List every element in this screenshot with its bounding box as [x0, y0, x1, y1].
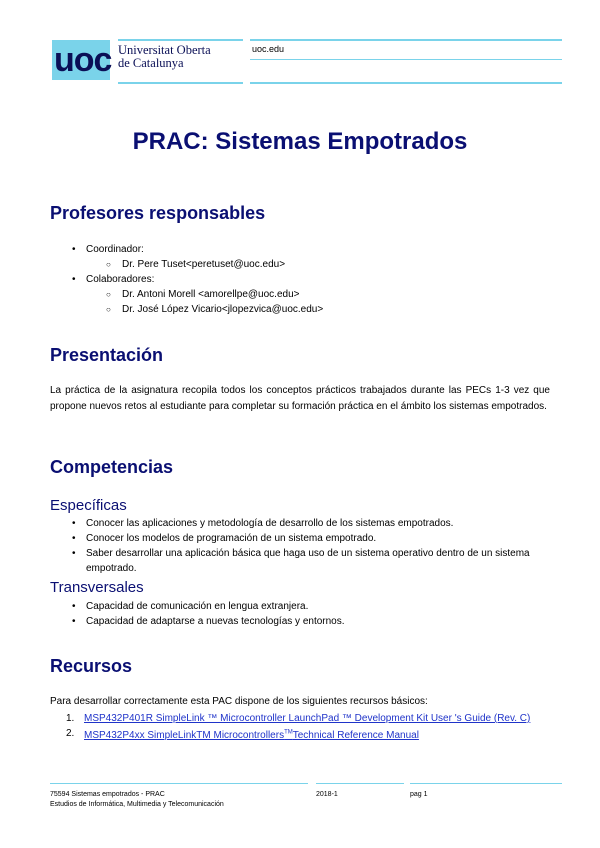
header-rule-left-bottom: [118, 82, 243, 84]
footer-rule-2: [316, 783, 404, 784]
bullet-icon: •: [72, 601, 76, 612]
bullet-icon: •: [72, 548, 76, 559]
website-label: uoc.edu: [252, 44, 285, 54]
bullet-icon: •: [72, 533, 76, 544]
competencias-heading: Competencias: [50, 457, 174, 477]
list-item: • Capacidad de comunicación en lengua extranjera.: [72, 601, 309, 612]
colaboradores-item: [68, 272, 528, 287]
especificas-list: [68, 516, 540, 576]
footer-semester: 2018-1: [316, 791, 338, 798]
resource-link-trm[interactable]: MSP432P4xx SimpleLinkTM Microcontrollers™Technical Reference Manual: [84, 730, 419, 742]
page-title: PRAC: Sistemas Empotrados: [132, 128, 468, 155]
list-item: [66, 726, 550, 743]
university-name-line1: Universitat Oberta: [118, 43, 211, 57]
list-item: • Capacidad de adaptarse a nuevas tecnologías y entornos.: [72, 616, 345, 627]
colaboradores-label: Colaboradores:: [86, 274, 155, 285]
profesores-heading: Profesores responsables: [50, 203, 266, 223]
bullet-icon: •: [72, 616, 76, 627]
list-item: • Conocer los modelos de programación de un sistema empotrado.: [72, 533, 377, 544]
circle-bullet-icon: ○: [106, 260, 111, 269]
trademark-sup: TM: [284, 730, 293, 736]
recursos-list: [66, 711, 550, 743]
uoc-logo: uoc: [54, 41, 112, 79]
coordinador-item: [68, 242, 528, 257]
presentacion-text: La práctica de la asignatura recopila todos los conceptos prácticos trabajados durante las PECs 1-3 vez que propone nuevos retos al estudiante para completar su formación práctica en el ámbito los sistemas empotrados.: [50, 385, 550, 412]
coordinador-label: Coordinador:: [86, 244, 144, 255]
header-rule-right-top: [250, 39, 562, 41]
footer-rule-1: [50, 783, 308, 784]
header-rule-left-top: [118, 39, 243, 41]
footer-rule-3: [410, 783, 562, 784]
profesores-list: [68, 242, 528, 317]
circle-bullet-icon: ○: [106, 290, 111, 299]
list-item: • Saber desarrollar una aplicación básica que haga uso de un sistema operativo dentro de un sistema empotrado.: [72, 548, 530, 574]
resource-link-launchpad[interactable]: MSP432P401R SimpleLink ™ Microcontroller LaunchPad ™ Development Kit User 's Guide (Rev. C): [84, 713, 531, 724]
list-item: [66, 711, 550, 726]
university-name-line2: de Catalunya: [118, 56, 184, 70]
bullet-icon: •: [72, 518, 76, 529]
footer-page: pag 1: [410, 791, 428, 798]
header-rule-right-bottom: [250, 82, 562, 84]
footer-studies: Estudios de Informática, Multimedia y Telecomunicación: [50, 801, 224, 808]
especificas-heading: Específicas: [50, 497, 127, 514]
item-number: 2.: [66, 728, 75, 739]
recursos-intro: Para desarrollar correctamente esta PAC dispone de los siguientes recursos básicos:: [50, 696, 428, 707]
recursos-heading: Recursos: [50, 656, 133, 676]
colaborador-name: ○ Dr. José López Vicario<jlopezvica@uoc.edu>: [106, 304, 324, 315]
coordinador-name: ○ Dr. Pere Tuset<peretuset@uoc.edu>: [106, 259, 286, 270]
colaborador-name: ○ Dr. Antoni Morell <amorellpe@uoc.edu>: [106, 289, 300, 300]
circle-bullet-icon: ○: [106, 305, 111, 314]
presentacion-heading: Presentación: [50, 345, 164, 365]
footer-course: 75594 Sistemas empotrados - PRAC: [50, 791, 165, 798]
bullet-icon: •: [72, 244, 76, 255]
transversales-list: [68, 599, 540, 629]
list-item: • Conocer las aplicaciones y metodología de desarrollo de los sistemas empotrados.: [72, 518, 454, 529]
header-rule-right-middle: [250, 59, 562, 60]
transversales-heading: Transversales: [50, 579, 144, 596]
bullet-icon: •: [72, 274, 76, 285]
item-number: 1.: [66, 713, 75, 724]
